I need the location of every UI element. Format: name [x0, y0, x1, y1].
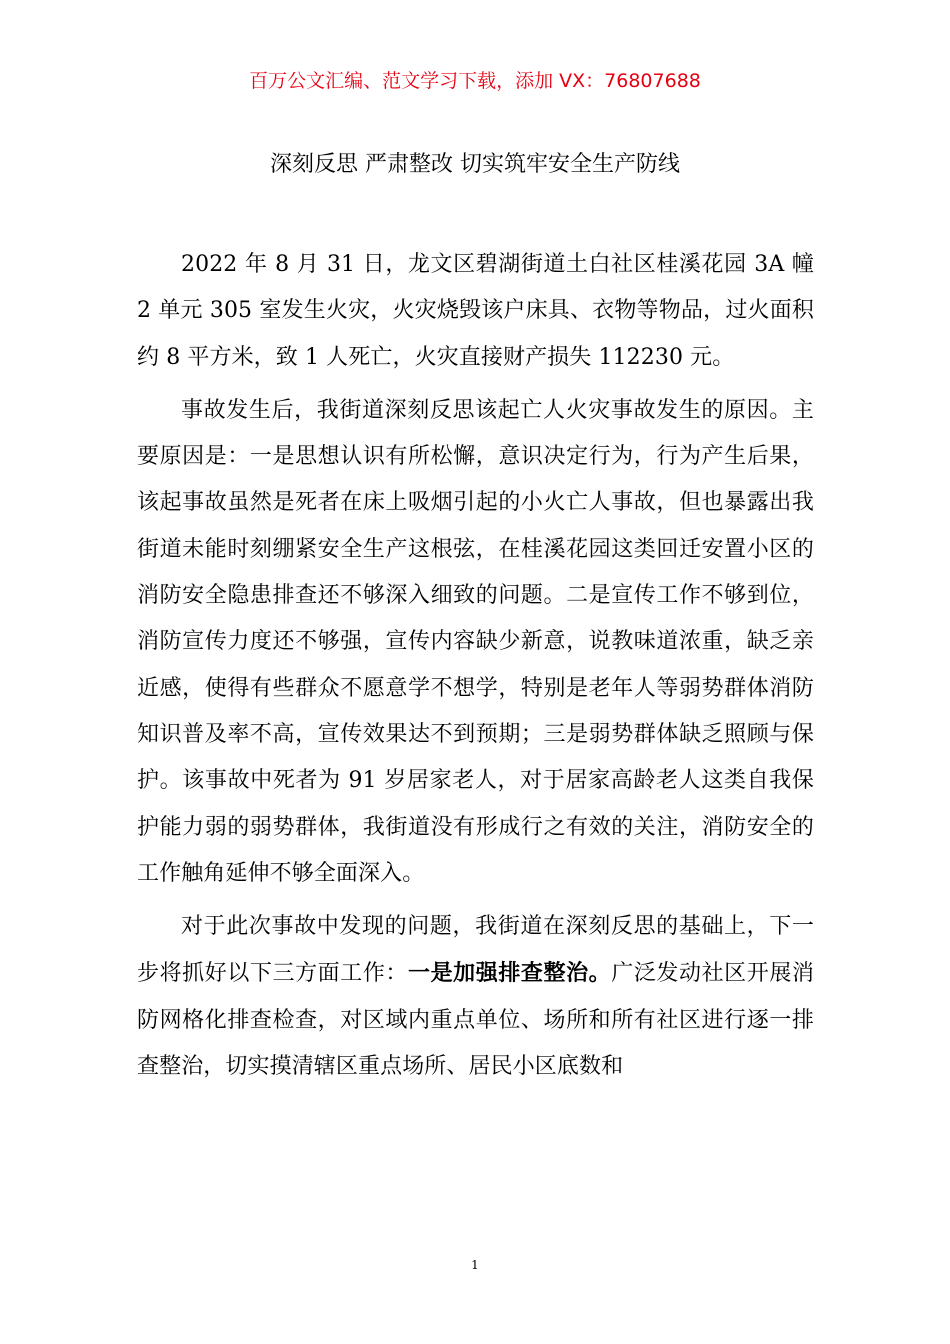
document-body — [137, 242, 814, 1097]
paragraph-measures — [137, 904, 814, 1090]
paragraph-measures-detail: 广泛发动社区开展消防网格化排查检查，对区域内重点单位、场所和所有社区进行逐一排查整治，切实摸清辖区重点场所、居民小区底数和 — [137, 961, 815, 1080]
paragraph-causes: 事故发生后，我街道深刻反思该起亡人火灾事故发生的原因。主要原因是：一是思想认识有所松懈，意识决定行为，行为产生后果，该起事故虽然是死者在床上吸烟引起的小火亡人事故，但也暴露出我街道未能时刻绷紧安全生产这根弦，在桂溪花园这类回迁安置小区的消防安全隐患排查还不够深入细致的问题。二是宣传工作不够到位，消防宣传力度还不够强，宣传内容缺少新意，说教味道浓重，缺乏亲近感，使得有些群众不愿意学不想学，特别是老年人等弱势群体消防知识普及率不高，宣传效果达不到预期；三是弱势群体缺乏照顾与保护。该事故中死者为 91 岁居家老人，对于居家高龄老人这类自我保护能力弱的弱势群体，我街道没有形成行之有效的关注，消防安全的工作触角延伸不够全面深入。 — [137, 397, 814, 886]
header-banner: 百万公文汇编、范文学习下载，添加 VX：76807688 — [249, 70, 701, 92]
document-title: 深刻反思 严肃整改 切实筑牢安全生产防线 — [270, 152, 680, 177]
paragraph-incident: 2022 年 8 月 31 日，龙文区碧湖街道土白社区桂溪花园 3A 幢 2 单元 305 室发生火灾，火灾烧毁该户床具、衣物等物品，过火面积约 8 平方米，致 1 人死亡，火灾直接财产损失 112230 元。 — [137, 252, 814, 370]
measure-one-heading: 一是加强排查整治。 — [408, 960, 612, 987]
page-number: 1 — [471, 1258, 479, 1272]
paragraph-measures-intro: 对于此次事故中发现的问题，我街道在深刻反思的基础上，下一步将抓好以下三方面工作： — [137, 914, 814, 987]
